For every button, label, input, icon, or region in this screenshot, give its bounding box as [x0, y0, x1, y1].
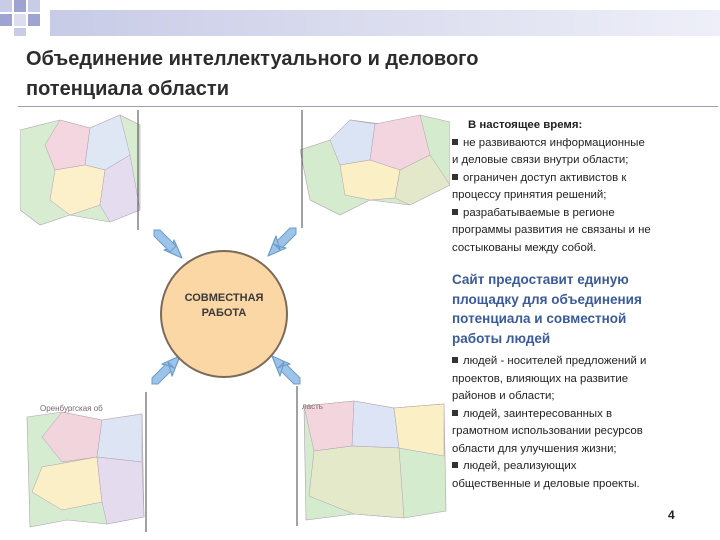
- list-item: людей, реализующих: [452, 458, 707, 476]
- header-decoration: [0, 0, 720, 36]
- list-item-cont: грамотном использовании ресурсов: [452, 425, 643, 437]
- title-line-1: Объединение интеллектуального и делового: [26, 48, 479, 70]
- highlight-line: Сайт предоставит единую: [452, 272, 629, 287]
- arrow-top-right-icon: [264, 224, 300, 260]
- title-divider: [18, 106, 718, 107]
- map-bottom-left: [22, 392, 148, 532]
- list-item-cont: состыкованы между собой.: [452, 241, 597, 254]
- list-item: не развиваются информационные: [452, 135, 707, 153]
- joint-work-label: [160, 291, 288, 321]
- highlight-line: работы людей: [452, 330, 551, 346]
- list-item: ограничен доступ активистов к: [452, 170, 707, 188]
- bullet-icon: [452, 209, 458, 215]
- current-situation-block: [452, 117, 707, 257]
- map-top-left: [20, 110, 146, 230]
- circle-label-line-1: СОВМЕСТНАЯ: [184, 292, 264, 304]
- page-number: 4: [668, 508, 675, 522]
- arrow-bottom-right-icon: [268, 352, 304, 388]
- list-item-cont: и деловые связи внутри области;: [452, 154, 629, 166]
- slide-title: [26, 44, 666, 104]
- circle-label-line-2: РАБОТА: [201, 307, 247, 319]
- bullet-icon: [452, 139, 458, 145]
- list-item-cont: процессу принятия решений;: [452, 189, 607, 201]
- arrow-top-left-icon: [150, 226, 186, 262]
- list-item-cont: районов и области;: [452, 390, 555, 402]
- list-item: разрабатываемые в регионе: [452, 205, 707, 223]
- people-block: [452, 353, 707, 493]
- list-item-cont: программы развития не связаны и не: [452, 224, 651, 236]
- title-line-2: потенциала области: [26, 78, 230, 100]
- list-item-cont: области для улучшения жизни;: [452, 442, 617, 455]
- highlight-line: потенциала и совместной: [452, 311, 627, 326]
- bullet-icon: [452, 410, 458, 416]
- site-highlight: [452, 270, 712, 348]
- current-heading: В настоящее время:: [468, 119, 583, 131]
- bullet-icon: [452, 174, 458, 180]
- map-top-right: [300, 110, 450, 228]
- map-label-bottom-left: Оренбургская об: [40, 404, 103, 413]
- list-item-cont: проектов, влияющих на развитие: [452, 372, 629, 385]
- bullet-icon: [452, 462, 458, 468]
- highlight-line: площадку для объединения: [452, 291, 642, 307]
- list-item: людей - носителей предложений и: [452, 353, 707, 371]
- list-item: людей, заинтересованных в: [452, 406, 707, 424]
- bullet-icon: [452, 357, 458, 363]
- list-item-cont: общественные и деловые проекты.: [452, 477, 640, 490]
- map-label-bottom-right: ласть: [302, 402, 323, 411]
